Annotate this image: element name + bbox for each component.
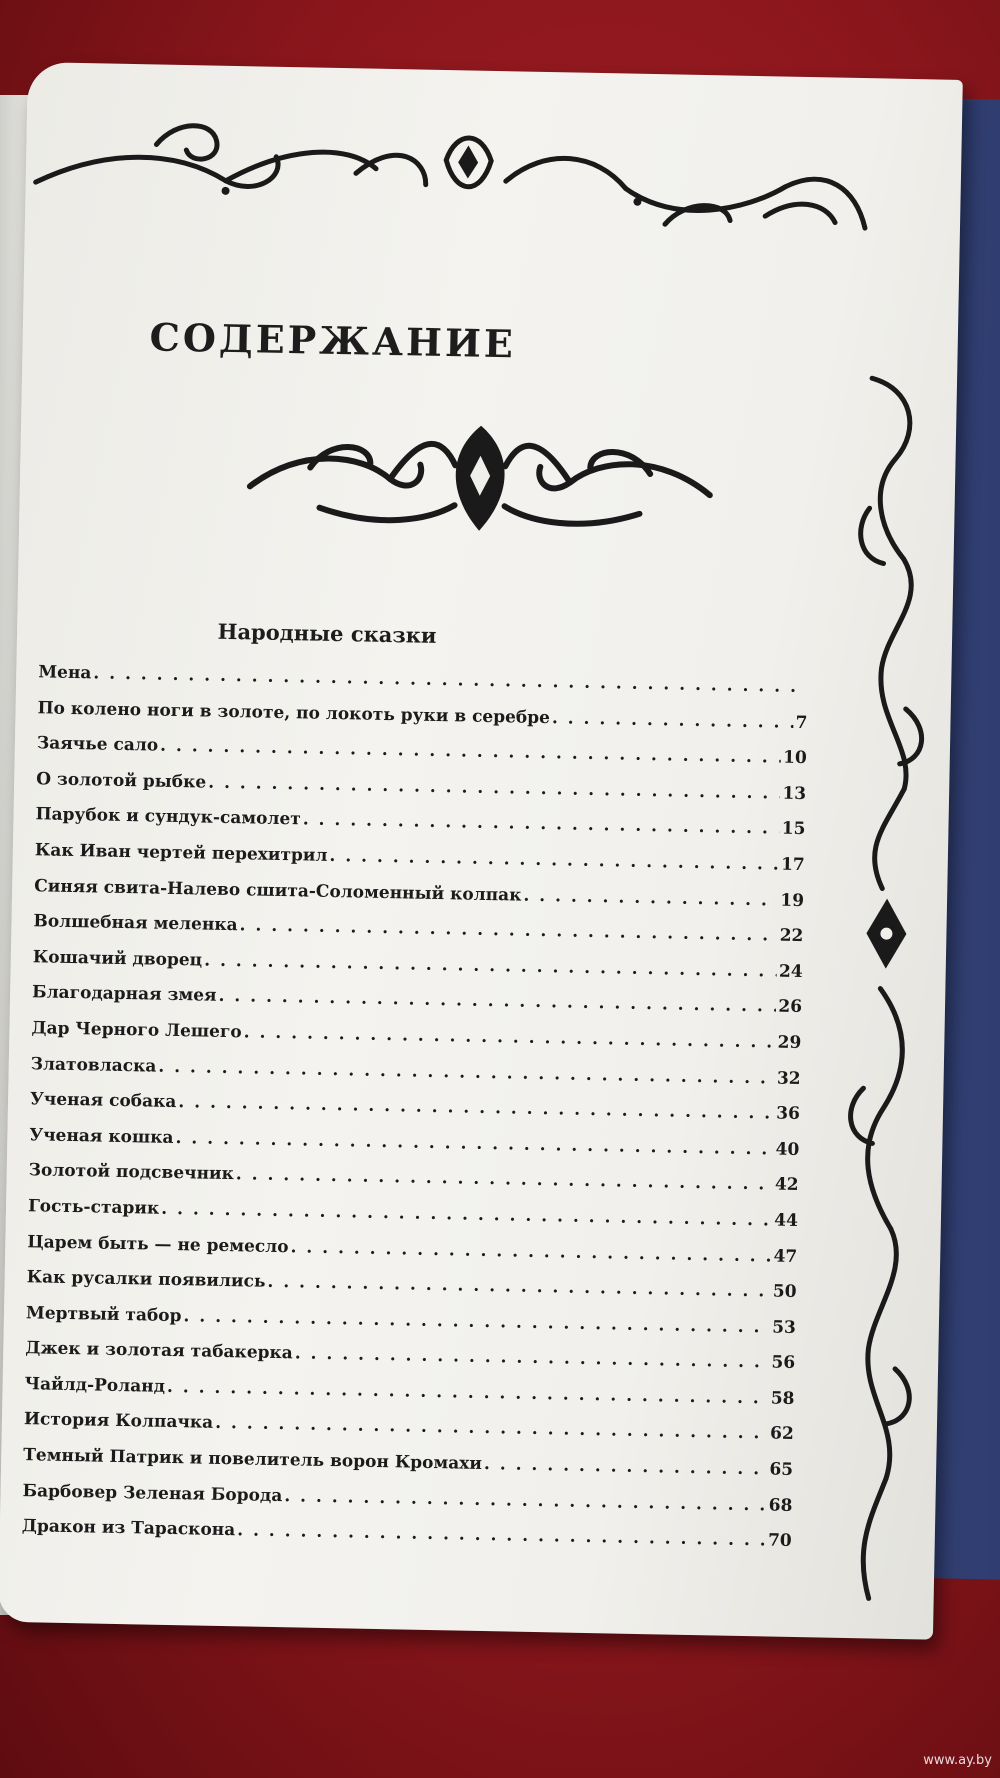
toc-entry-title: Барбовер Зеленая Борода bbox=[22, 1480, 283, 1506]
toc-leader-dots bbox=[523, 885, 778, 910]
toc-entry-page: 19 bbox=[780, 890, 805, 911]
toc-entry-page: 62 bbox=[769, 1423, 794, 1445]
toc-entry-page: 15 bbox=[781, 818, 806, 840]
toc-leader-dots bbox=[93, 663, 806, 697]
toc-entry-page: 17 bbox=[780, 854, 805, 876]
toc-entry-title: Дар Черного Лешего bbox=[31, 1018, 242, 1043]
toc-entry-title: Благодарная змея bbox=[31, 982, 217, 1007]
toc-entry-title: История Колпачка bbox=[23, 1409, 214, 1434]
toc-entry-page: 44 bbox=[774, 1210, 799, 1231]
toc-entry-title: Темный Патрик и повелитель ворон Кромахи bbox=[23, 1445, 483, 1475]
toc-entry-page: 53 bbox=[771, 1317, 797, 1338]
toc-entry-title: О золотой рыбке bbox=[36, 769, 207, 793]
toc-entry-title: Как Иван чертей перехитрил bbox=[34, 840, 328, 866]
toc-entry-title: Гость-старик bbox=[27, 1196, 160, 1219]
toc-leader-dots bbox=[484, 1454, 768, 1479]
toc-entry-page: 58 bbox=[770, 1388, 795, 1409]
side-ornament-icon bbox=[828, 368, 942, 1609]
toc-entry-title: Чайлд-Роланд bbox=[24, 1374, 166, 1397]
toc-entry-page: 47 bbox=[773, 1246, 798, 1267]
toc-entry-title: По колено ноги в золоте, по локоть руки в серебре bbox=[37, 697, 551, 728]
toc-entry-page: 36 bbox=[776, 1103, 801, 1125]
toc-entry-page: 32 bbox=[776, 1068, 801, 1089]
toc-entry-title: Кошачий дворец bbox=[32, 947, 203, 971]
top-ornament-icon bbox=[25, 92, 963, 250]
center-ornament-icon bbox=[239, 406, 721, 545]
toc-entry-page: 22 bbox=[779, 925, 804, 947]
toc-entry-page: 50 bbox=[772, 1281, 797, 1303]
toc-entry-title: Златовласка bbox=[30, 1053, 157, 1077]
toc-entry-page: 68 bbox=[768, 1495, 793, 1516]
toc-entry-page: 24 bbox=[778, 961, 803, 982]
toc-entry-title: Мертвый табор bbox=[25, 1302, 182, 1326]
toc-entry-title: Дракон из Тараскона bbox=[21, 1516, 236, 1541]
toc-entry-page: 29 bbox=[777, 1032, 802, 1053]
toc-entry-page: 26 bbox=[778, 996, 803, 1018]
toc-entry-title: Заячье сало bbox=[36, 733, 159, 756]
toc-entry-title: Джек и золотая табакерка bbox=[25, 1338, 293, 1364]
toc-entry-title: Волшебная меленка bbox=[33, 911, 238, 936]
toc-entry-title: Синяя свита-Налево сшита-Соломенный колпак bbox=[33, 875, 522, 906]
toc-entry-page: 56 bbox=[771, 1352, 796, 1374]
toc-entry-page: 70 bbox=[767, 1530, 792, 1552]
toc-entry-title: Золотой подсвечник bbox=[28, 1160, 235, 1185]
table-of-contents bbox=[21, 662, 808, 1566]
section-heading: Народные сказки bbox=[217, 618, 437, 648]
toc-entry-page: 42 bbox=[774, 1174, 799, 1196]
toc-entry-title: Как русалки появились bbox=[26, 1267, 266, 1292]
toc-entry-page: 10 bbox=[782, 747, 807, 769]
watermark: www.ay.by bbox=[923, 1753, 992, 1768]
toc-entry-page: 13 bbox=[782, 783, 807, 804]
toc-entry-page: 40 bbox=[775, 1139, 800, 1160]
toc-entry-title: Ученая кошка bbox=[29, 1124, 174, 1148]
page-title: СОДЕРЖАНИЕ bbox=[149, 314, 517, 367]
toc-leader-dots bbox=[552, 708, 794, 733]
toc-entry-title: Царем быть — не ремесло bbox=[27, 1231, 289, 1257]
toc-entry-title: Парубок и сундук-самолет bbox=[35, 804, 301, 830]
toc-entry-page: 65 bbox=[769, 1459, 794, 1481]
toc-entry-title: Мена bbox=[38, 662, 92, 684]
toc-entry-title: Ученая собака bbox=[29, 1089, 177, 1113]
book-page bbox=[0, 62, 963, 1640]
toc-entry-page: 7 bbox=[795, 712, 808, 733]
